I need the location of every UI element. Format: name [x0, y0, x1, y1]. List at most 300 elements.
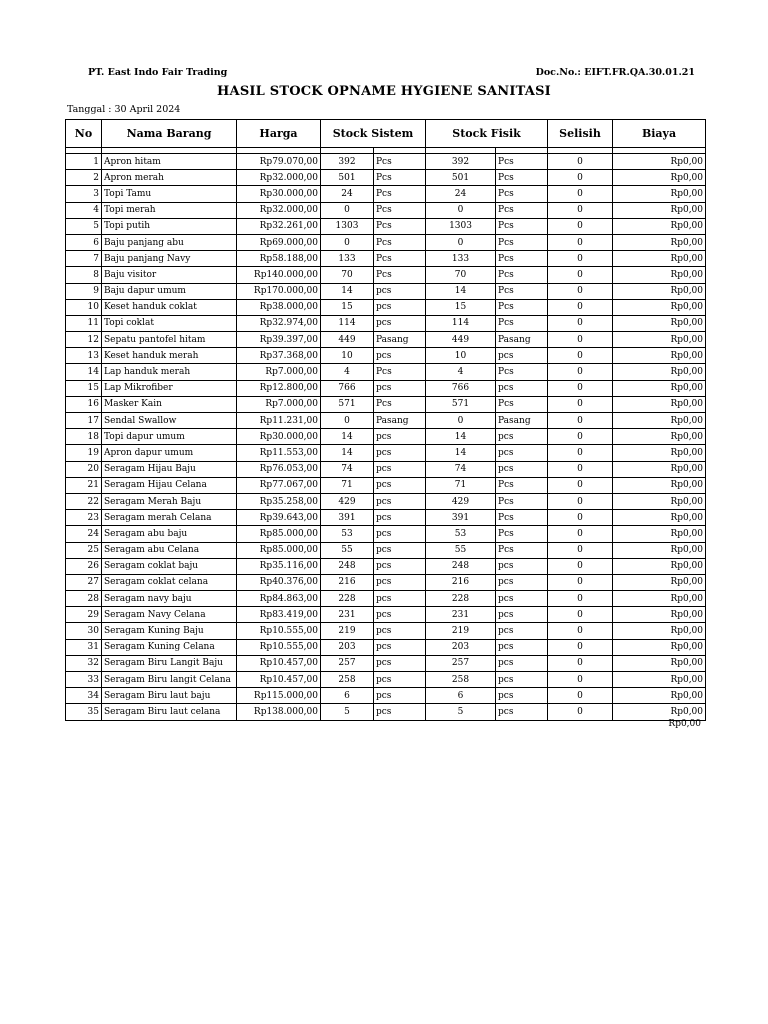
cost: Rp0,00 [613, 688, 706, 704]
stock-physical-unit: Pcs [496, 202, 548, 218]
stock-system-qty: 14 [321, 283, 374, 299]
table-row [66, 332, 706, 348]
stock-system-qty: 0 [321, 234, 374, 250]
stock-physical-qty: 219 [426, 623, 496, 639]
difference: 0 [548, 380, 613, 396]
report-date: Tanggal : 30 April 2024 [67, 104, 181, 115]
table-row [66, 218, 706, 234]
cost: Rp0,00 [613, 542, 706, 558]
table-row [66, 251, 706, 267]
stock-physical-qty: 55 [426, 542, 496, 558]
row-no: 7 [66, 251, 102, 267]
item-name: Seragam coklat celana [102, 574, 237, 590]
difference: 0 [548, 267, 613, 283]
stock-physical-unit: Pcs [496, 154, 548, 170]
difference: 0 [548, 299, 613, 315]
item-price: Rp12.800,00 [237, 380, 321, 396]
cost: Rp0,00 [613, 574, 706, 590]
difference: 0 [548, 429, 613, 445]
header-selisih: Selisih [548, 120, 613, 148]
difference: 0 [548, 283, 613, 299]
stock-physical-unit: Pcs [496, 299, 548, 315]
stock-system-unit: pcs [374, 315, 426, 331]
stock-system-qty: 114 [321, 315, 374, 331]
item-price: Rp40.376,00 [237, 574, 321, 590]
stock-physical-qty: 14 [426, 429, 496, 445]
stock-physical-unit: pcs [496, 655, 548, 671]
difference: 0 [548, 493, 613, 509]
item-price: Rp79.070,00 [237, 154, 321, 170]
stock-system-qty: 449 [321, 332, 374, 348]
stock-physical-qty: 1303 [426, 218, 496, 234]
cost: Rp0,00 [613, 170, 706, 186]
stock-system-qty: 216 [321, 574, 374, 590]
stock-physical-qty: 114 [426, 315, 496, 331]
item-price: Rp32.000,00 [237, 202, 321, 218]
item-price: Rp10.457,00 [237, 672, 321, 688]
stock-physical-unit: pcs [496, 445, 548, 461]
row-no: 27 [66, 574, 102, 590]
table-row [66, 477, 706, 493]
table-row [66, 170, 706, 186]
stock-physical-unit: pcs [496, 591, 548, 607]
stock-system-unit: pcs [374, 672, 426, 688]
table-row [66, 639, 706, 655]
item-name: Lap Mikrofiber [102, 380, 237, 396]
table-row [66, 607, 706, 623]
item-price: Rp37.368,00 [237, 348, 321, 364]
cost: Rp0,00 [613, 380, 706, 396]
item-name: Topi dapur umum [102, 429, 237, 445]
stock-system-unit: pcs [374, 704, 426, 720]
difference: 0 [548, 332, 613, 348]
stock-system-unit: Pcs [374, 267, 426, 283]
stock-physical-qty: 0 [426, 413, 496, 429]
cost: Rp0,00 [613, 429, 706, 445]
table-row [66, 688, 706, 704]
cost: Rp0,00 [613, 493, 706, 509]
stock-physical-unit: Pcs [496, 364, 548, 380]
table-row [66, 704, 706, 720]
stock-physical-unit: Pcs [496, 493, 548, 509]
stock-physical-qty: 10 [426, 348, 496, 364]
cost: Rp0,00 [613, 202, 706, 218]
stock-physical-unit: pcs [496, 380, 548, 396]
stock-system-unit: pcs [374, 639, 426, 655]
stock-physical-unit: pcs [496, 672, 548, 688]
item-name: Keset handuk merah [102, 348, 237, 364]
header-nama-barang: Nama Barang [102, 120, 237, 148]
table-row [66, 234, 706, 250]
cost: Rp0,00 [613, 413, 706, 429]
stock-system-qty: 766 [321, 380, 374, 396]
item-price: Rp77.067,00 [237, 477, 321, 493]
cost: Rp0,00 [613, 186, 706, 202]
table-row [66, 267, 706, 283]
stock-system-unit: Pcs [374, 186, 426, 202]
cost: Rp0,00 [613, 154, 706, 170]
stock-system-unit: pcs [374, 429, 426, 445]
table-row [66, 154, 706, 170]
stock-physical-unit: pcs [496, 688, 548, 704]
stock-system-qty: 55 [321, 542, 374, 558]
table-row [66, 348, 706, 364]
item-price: Rp30.000,00 [237, 429, 321, 445]
stock-system-qty: 0 [321, 202, 374, 218]
stock-system-unit: pcs [374, 688, 426, 704]
difference: 0 [548, 542, 613, 558]
stock-physical-qty: 429 [426, 493, 496, 509]
cost: Rp0,00 [613, 558, 706, 574]
stock-system-unit: Pcs [374, 364, 426, 380]
cost: Rp0,00 [613, 396, 706, 412]
stock-table [65, 119, 706, 721]
difference: 0 [548, 591, 613, 607]
stock-system-qty: 15 [321, 299, 374, 315]
row-no: 14 [66, 364, 102, 380]
row-no: 23 [66, 510, 102, 526]
stock-physical-qty: 71 [426, 477, 496, 493]
stock-physical-qty: 391 [426, 510, 496, 526]
stock-system-unit: pcs [374, 461, 426, 477]
item-price: Rp10.555,00 [237, 623, 321, 639]
total-biaya: Rp0,00 [668, 719, 701, 729]
item-price: Rp69.000,00 [237, 234, 321, 250]
stock-physical-qty: 248 [426, 558, 496, 574]
stock-physical-unit: pcs [496, 574, 548, 590]
item-price: Rp35.258,00 [237, 493, 321, 509]
item-name: Seragam Biru laut baju [102, 688, 237, 704]
item-name: Seragam Biru langit Celana [102, 672, 237, 688]
table-row [66, 283, 706, 299]
row-no: 31 [66, 639, 102, 655]
item-name: Topi Tamu [102, 186, 237, 202]
item-price: Rp10.555,00 [237, 639, 321, 655]
stock-system-qty: 74 [321, 461, 374, 477]
stock-system-qty: 0 [321, 413, 374, 429]
row-no: 11 [66, 315, 102, 331]
header-harga: Harga [237, 120, 321, 148]
table-row [66, 299, 706, 315]
item-price: Rp32.000,00 [237, 170, 321, 186]
stock-physical-unit: Pcs [496, 477, 548, 493]
item-name: Seragam Hijau Baju [102, 461, 237, 477]
stock-physical-unit: Pcs [496, 234, 548, 250]
difference: 0 [548, 623, 613, 639]
item-price: Rp83.419,00 [237, 607, 321, 623]
item-name: Baju panjang abu [102, 234, 237, 250]
difference: 0 [548, 396, 613, 412]
stock-physical-qty: 258 [426, 672, 496, 688]
stock-physical-qty: 216 [426, 574, 496, 590]
item-name: Keset handuk coklat [102, 299, 237, 315]
cost: Rp0,00 [613, 445, 706, 461]
item-name: Lap handuk merah [102, 364, 237, 380]
item-price: Rp7.000,00 [237, 364, 321, 380]
item-name: Masker Kain [102, 396, 237, 412]
stock-physical-unit: Pcs [496, 267, 548, 283]
difference: 0 [548, 202, 613, 218]
cost: Rp0,00 [613, 315, 706, 331]
stock-physical-qty: 0 [426, 202, 496, 218]
row-no: 28 [66, 591, 102, 607]
stock-physical-unit: Pcs [496, 283, 548, 299]
stock-system-unit: pcs [374, 380, 426, 396]
stock-system-unit: pcs [374, 348, 426, 364]
stock-system-qty: 501 [321, 170, 374, 186]
difference: 0 [548, 704, 613, 720]
stock-physical-qty: 449 [426, 332, 496, 348]
stock-physical-unit: pcs [496, 558, 548, 574]
stock-system-unit: pcs [374, 623, 426, 639]
difference: 0 [548, 639, 613, 655]
stock-physical-qty: 14 [426, 445, 496, 461]
difference: 0 [548, 688, 613, 704]
stock-system-unit: pcs [374, 477, 426, 493]
item-name: Seragam Kuning Baju [102, 623, 237, 639]
stock-system-qty: 133 [321, 251, 374, 267]
difference: 0 [548, 315, 613, 331]
difference: 0 [548, 655, 613, 671]
stock-physical-unit: Pasang [496, 332, 548, 348]
cost: Rp0,00 [613, 704, 706, 720]
stock-physical-unit: Pcs [496, 315, 548, 331]
table-row [66, 510, 706, 526]
cost: Rp0,00 [613, 461, 706, 477]
row-no: 35 [66, 704, 102, 720]
stock-system-qty: 258 [321, 672, 374, 688]
stock-system-unit: pcs [374, 445, 426, 461]
item-price: Rp11.231,00 [237, 413, 321, 429]
item-name: Apron dapur umum [102, 445, 237, 461]
stock-system-unit: pcs [374, 655, 426, 671]
item-name: Seragam Biru Langit Baju [102, 655, 237, 671]
item-price: Rp115.000,00 [237, 688, 321, 704]
table-row [66, 493, 706, 509]
stock-physical-unit: pcs [496, 461, 548, 477]
item-price: Rp76.053,00 [237, 461, 321, 477]
cost: Rp0,00 [613, 607, 706, 623]
item-name: Sepatu pantofel hitam [102, 332, 237, 348]
table-row [66, 364, 706, 380]
stock-system-qty: 10 [321, 348, 374, 364]
item-price: Rp39.643,00 [237, 510, 321, 526]
row-no: 13 [66, 348, 102, 364]
cost: Rp0,00 [613, 267, 706, 283]
cost: Rp0,00 [613, 332, 706, 348]
difference: 0 [548, 364, 613, 380]
difference: 0 [548, 154, 613, 170]
row-no: 26 [66, 558, 102, 574]
table-row [66, 429, 706, 445]
cost: Rp0,00 [613, 526, 706, 542]
cost: Rp0,00 [613, 639, 706, 655]
difference: 0 [548, 218, 613, 234]
row-no: 12 [66, 332, 102, 348]
row-no: 29 [66, 607, 102, 623]
row-no: 22 [66, 493, 102, 509]
item-price: Rp10.457,00 [237, 655, 321, 671]
stock-physical-unit: Pcs [496, 170, 548, 186]
row-no: 34 [66, 688, 102, 704]
stock-physical-unit: pcs [496, 429, 548, 445]
difference: 0 [548, 607, 613, 623]
difference: 0 [548, 170, 613, 186]
stock-system-qty: 71 [321, 477, 374, 493]
table-row [66, 623, 706, 639]
stock-system-qty: 5 [321, 704, 374, 720]
item-name: Seragam navy baju [102, 591, 237, 607]
stock-physical-qty: 133 [426, 251, 496, 267]
stock-system-unit: pcs [374, 283, 426, 299]
item-name: Topi merah [102, 202, 237, 218]
stock-system-qty: 228 [321, 591, 374, 607]
stock-system-qty: 1303 [321, 218, 374, 234]
stock-system-unit: pcs [374, 607, 426, 623]
stock-system-unit: Pasang [374, 413, 426, 429]
stock-system-qty: 231 [321, 607, 374, 623]
row-no: 16 [66, 396, 102, 412]
item-price: Rp84.863,00 [237, 591, 321, 607]
difference: 0 [548, 348, 613, 364]
item-price: Rp7.000,00 [237, 396, 321, 412]
item-price: Rp58.188,00 [237, 251, 321, 267]
stock-physical-qty: 15 [426, 299, 496, 315]
difference: 0 [548, 186, 613, 202]
item-name: Topi coklat [102, 315, 237, 331]
row-no: 10 [66, 299, 102, 315]
item-name: Baju panjang Navy [102, 251, 237, 267]
row-no: 3 [66, 186, 102, 202]
stock-physical-unit: Pcs [496, 186, 548, 202]
item-price: Rp140.000,00 [237, 267, 321, 283]
company-name: PT. East Indo Fair Trading [88, 67, 228, 78]
stock-physical-qty: 766 [426, 380, 496, 396]
stock-system-qty: 248 [321, 558, 374, 574]
stock-system-unit: pcs [374, 299, 426, 315]
difference: 0 [548, 574, 613, 590]
row-no: 8 [66, 267, 102, 283]
table-row [66, 413, 706, 429]
stock-physical-unit: pcs [496, 639, 548, 655]
item-price: Rp39.397,00 [237, 332, 321, 348]
stock-physical-unit: pcs [496, 348, 548, 364]
row-no: 24 [66, 526, 102, 542]
item-name: Baju dapur umum [102, 283, 237, 299]
table-row [66, 461, 706, 477]
stock-system-qty: 14 [321, 445, 374, 461]
row-no: 32 [66, 655, 102, 671]
cost: Rp0,00 [613, 477, 706, 493]
cost: Rp0,00 [613, 510, 706, 526]
cost: Rp0,00 [613, 218, 706, 234]
stock-system-unit: pcs [374, 558, 426, 574]
stock-physical-unit: Pasang [496, 413, 548, 429]
table-row [66, 558, 706, 574]
stock-system-unit: pcs [374, 510, 426, 526]
stock-physical-qty: 228 [426, 591, 496, 607]
page-title: HASIL STOCK OPNAME HYGIENE SANITASI [217, 84, 551, 99]
item-name: Seragam coklat baju [102, 558, 237, 574]
table-row [66, 380, 706, 396]
row-no: 5 [66, 218, 102, 234]
stock-physical-unit: Pcs [496, 251, 548, 267]
header-stock-fisik: Stock Fisik [426, 120, 548, 148]
difference: 0 [548, 477, 613, 493]
stock-physical-qty: 24 [426, 186, 496, 202]
stock-system-qty: 14 [321, 429, 374, 445]
stock-physical-qty: 74 [426, 461, 496, 477]
stock-system-qty: 429 [321, 493, 374, 509]
stock-system-unit: Pcs [374, 170, 426, 186]
cost: Rp0,00 [613, 348, 706, 364]
stock-system-unit: Pcs [374, 218, 426, 234]
item-price: Rp85.000,00 [237, 526, 321, 542]
stock-system-unit: pcs [374, 574, 426, 590]
stock-system-unit: Pasang [374, 332, 426, 348]
item-price: Rp35.116,00 [237, 558, 321, 574]
row-no: 21 [66, 477, 102, 493]
stock-system-qty: 219 [321, 623, 374, 639]
stock-physical-qty: 231 [426, 607, 496, 623]
item-name: Seragam Kuning Celana [102, 639, 237, 655]
stock-system-qty: 53 [321, 526, 374, 542]
stock-physical-qty: 5 [426, 704, 496, 720]
table-row [66, 396, 706, 412]
stock-physical-qty: 257 [426, 655, 496, 671]
row-no: 25 [66, 542, 102, 558]
table-row [66, 574, 706, 590]
difference: 0 [548, 526, 613, 542]
cost: Rp0,00 [613, 299, 706, 315]
stock-system-qty: 24 [321, 186, 374, 202]
table-row [66, 186, 706, 202]
item-name: Seragam Navy Celana [102, 607, 237, 623]
cost: Rp0,00 [613, 234, 706, 250]
row-no: 19 [66, 445, 102, 461]
header-no: No [66, 120, 102, 148]
stock-system-unit: pcs [374, 591, 426, 607]
stock-system-qty: 391 [321, 510, 374, 526]
stock-physical-unit: Pcs [496, 396, 548, 412]
stock-physical-qty: 70 [426, 267, 496, 283]
stock-physical-unit: Pcs [496, 542, 548, 558]
item-name: Seragam Biru laut celana [102, 704, 237, 720]
item-name: Apron merah [102, 170, 237, 186]
table-row [66, 591, 706, 607]
row-no: 4 [66, 202, 102, 218]
stock-physical-qty: 14 [426, 283, 496, 299]
stock-system-unit: Pcs [374, 396, 426, 412]
table-header-row [66, 120, 706, 148]
item-price: Rp30.000,00 [237, 186, 321, 202]
item-price: Rp138.000,00 [237, 704, 321, 720]
row-no: 30 [66, 623, 102, 639]
row-no: 6 [66, 234, 102, 250]
stock-system-qty: 6 [321, 688, 374, 704]
stock-physical-unit: pcs [496, 607, 548, 623]
item-name: Apron hitam [102, 154, 237, 170]
row-no: 33 [66, 672, 102, 688]
stock-physical-unit: Pcs [496, 510, 548, 526]
stock-physical-unit: Pcs [496, 218, 548, 234]
difference: 0 [548, 558, 613, 574]
item-name: Baju visitor [102, 267, 237, 283]
cost: Rp0,00 [613, 655, 706, 671]
cost: Rp0,00 [613, 251, 706, 267]
difference: 0 [548, 461, 613, 477]
header-stock-sistem: Stock Sistem [321, 120, 426, 148]
